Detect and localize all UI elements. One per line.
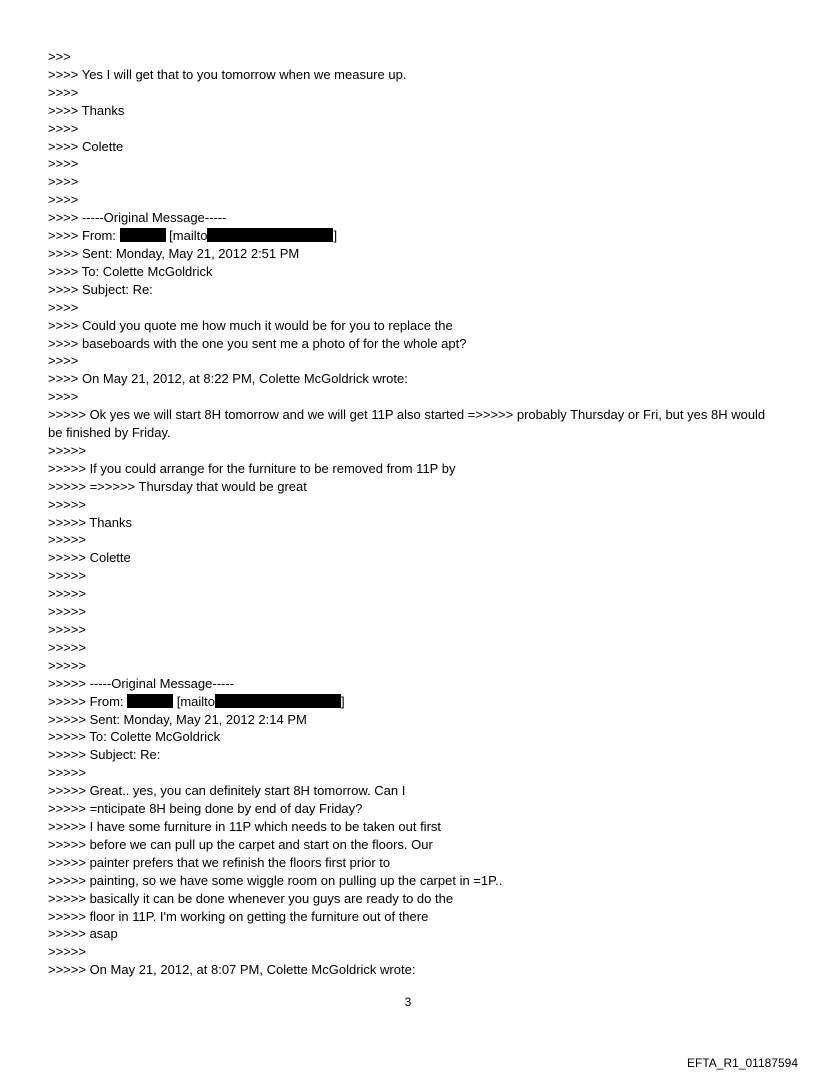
document-id: EFTA_R1_01187594 (687, 1056, 798, 1070)
mailto-label: [mailto (165, 228, 208, 244)
quoted-line: >>>> (48, 192, 79, 208)
quoted-line: >>>>> painter prefers that we refinish the floors first prior to (48, 854, 391, 870)
from-label: >>>> From: (48, 228, 120, 244)
quoted-line: >>>> (48, 389, 79, 405)
sent-line: >>>> Sent: Monday, May 21, 2012 2:51 PM (48, 245, 300, 261)
redacted-name (127, 694, 173, 708)
quoted-line: >>>>> (48, 639, 86, 655)
from-line (48, 693, 768, 711)
mailto-close: ] (333, 228, 338, 244)
quoted-line: >>>> Thanks (48, 102, 125, 118)
quoted-line: >>>>> Colette (48, 550, 131, 566)
email-thread-body (48, 48, 768, 979)
quoted-line: >>>>> (48, 586, 86, 602)
quoted-line: >>>>> =>>>>> Thursday that would be great (48, 478, 307, 494)
quoted-line: >>>>> floor in 11P. I'm working on getting the furniture out of there (48, 908, 429, 924)
quoted-line: >>>>> (48, 622, 86, 637)
redacted-email (215, 694, 341, 708)
reply-attribution: >>>>> On May 21, 2012, at 8:07 PM, Colette McGoldrick wrote: (48, 962, 416, 978)
quoted-line: >>>>> Great.. yes, you can definitely start 8H tomorrow. Can I (48, 783, 406, 799)
to-line: >>>>> To: Colette McGoldrick (48, 729, 221, 745)
quoted-line: >>>> (48, 299, 79, 315)
quoted-line: >>>>> Ok yes we will start 8H tomorrow and we will get 11P also started =>>>>> probably Thursday or Fri, but yes 8H would be finished by Friday. (48, 407, 769, 441)
quoted-line: >>>> Yes I will get that to you tomorrow when we measure up. (48, 66, 407, 82)
subject-line: >>>>> Subject: Re: (48, 747, 161, 763)
quoted-line: >>>>> (48, 568, 86, 584)
quoted-line: >>>>> (48, 442, 86, 458)
quoted-line: >>>>> Thanks (48, 514, 132, 530)
mailto-close: ] (341, 693, 345, 709)
quoted-line: >>>>> (48, 496, 86, 512)
quoted-line: >>>> Could you quote me how much it would be for you to replace the (48, 317, 453, 333)
reply-attribution: >>>> On May 21, 2012, at 8:22 PM, Colette McGoldrick wrote: (48, 371, 408, 387)
quoted-line: >>>>> asap (48, 926, 118, 942)
redacted-name (120, 228, 166, 242)
quoted-line: >>>>> (48, 765, 86, 781)
quoted-line: >>>>> (48, 604, 86, 620)
from-line (48, 227, 768, 245)
page-number: 3 (404, 995, 412, 1009)
quoted-line: >>>> (48, 353, 79, 369)
quoted-line: >>>>> painting, so we have some wiggle room on pulling up the carpet in =1P.. (48, 872, 503, 888)
quoted-line: >>>>> before we can pull up the carpet and start on the floors. Our (48, 836, 433, 852)
subject-line: >>>> Subject: Re: (48, 281, 153, 297)
quoted-line: >>>>> =nticipate 8H being done by end of day Friday? (48, 801, 363, 817)
quoted-line: >>>>> If you could arrange for the furniture to be removed from 11P by (48, 460, 456, 476)
quoted-line: >>>>> basically it can be done whenever you guys are ready to do the (48, 890, 454, 906)
quoted-line: >>>> (48, 156, 79, 172)
quoted-line: >>>> (48, 84, 79, 100)
to-line: >>>> To: Colette McGoldrick (48, 263, 213, 279)
quoted-line: >>>> (48, 120, 79, 136)
mailto-label: [mailto (173, 693, 216, 709)
quoted-line: >>>> (48, 174, 79, 190)
quoted-line: >>>>> I have some furniture in 11P which needs to be taken out first (48, 818, 442, 834)
quoted-line: >>>>> (48, 657, 86, 673)
quoted-line: >>>> Colette (48, 138, 124, 154)
quoted-line: >>>>> (48, 532, 86, 548)
quoted-line: >>>>> (48, 944, 86, 960)
from-label: >>>>> From: (48, 693, 128, 709)
original-message-header: >>>>> -----Original Message----- (48, 675, 235, 691)
redacted-email (207, 228, 333, 242)
sent-line: >>>>> Sent: Monday, May 21, 2012 2:14 PM (48, 711, 307, 727)
quoted-line: >>>> baseboards with the one you sent me a photo of for the whole apt? (48, 335, 467, 351)
original-message-header: >>>> -----Original Message----- (48, 210, 227, 226)
quoted-line: >>> (48, 49, 71, 64)
